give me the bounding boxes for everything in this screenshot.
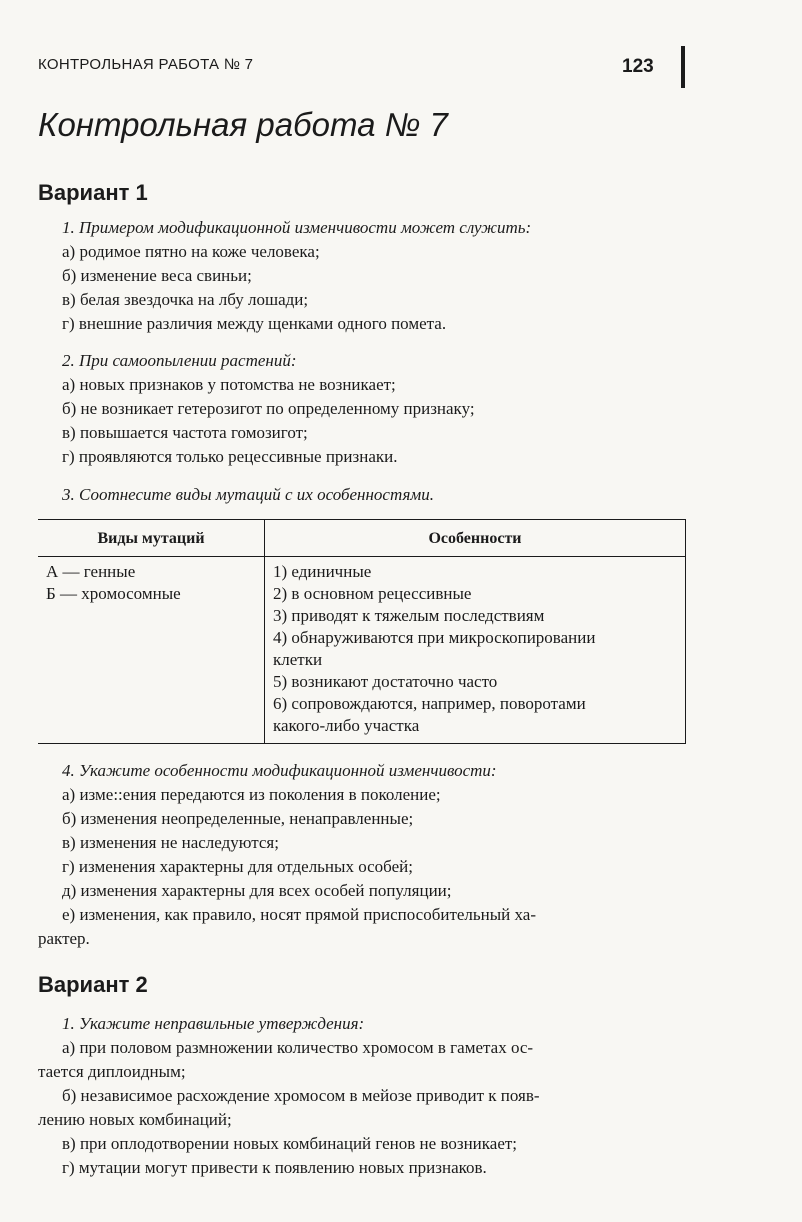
answer-option: в) повышается частота гомозигот;	[62, 423, 308, 442]
v2-question-1	[38, 1012, 688, 1180]
v1-question-2	[38, 349, 688, 469]
mutation-table	[38, 519, 686, 744]
answer-option: г) внешние различия между щенками одного помета.	[62, 314, 447, 333]
features-cell	[265, 557, 686, 744]
answer-option: а) изме::ения передаются из поколения в поколение;	[62, 785, 441, 804]
question-text: 1. Укажите неправильные утверждения:	[62, 1014, 365, 1033]
v1-question-4	[38, 759, 688, 951]
answer-option-continuation: лению новых комбинаций;	[38, 1110, 232, 1129]
page-number: 123	[622, 56, 654, 77]
answer-option-continuation: тается диплоидным;	[38, 1062, 186, 1081]
answer-option: а) родимое пятно на коже человека;	[62, 242, 320, 261]
table-cell-line: Б — хромосомные	[46, 584, 181, 603]
variant-2-heading: Вариант 2	[38, 972, 148, 997]
v1-question-3	[38, 483, 688, 507]
question-text: 1. Примером модификационной изменчивости может служить:	[62, 218, 532, 237]
running-title: КОНТРОЛЬНАЯ РАБОТА № 7	[38, 56, 254, 73]
table-cell-line: 3) приводят к тяжелым последствиям	[273, 606, 545, 625]
page-title: Контрольная работа № 7	[38, 106, 448, 143]
answer-option: в) при оплодотворении новых комбинаций генов не возникает;	[62, 1134, 518, 1153]
answer-option: б) не возникает гетерозигот по определенному признаку;	[62, 399, 475, 418]
answer-option: г) проявляются только рецессивные признаки.	[62, 447, 398, 466]
mutation-types-cell	[38, 557, 265, 744]
answer-option: а) новых признаков у потомства не возникает;	[62, 375, 396, 394]
answer-option: б) изменение веса свиньи;	[62, 266, 252, 285]
answer-option: б) изменения неопределенные, ненаправленные;	[62, 809, 414, 828]
answer-option: д) изменения характерны для всех особей популяции;	[62, 881, 452, 900]
question-text: 4. Укажите особенности модификационной изменчивости:	[62, 761, 497, 780]
answer-option: е) изменения, как правило, носят прямой приспособительный ха-	[62, 905, 536, 924]
table-cell-line: 1) единичные	[273, 562, 372, 581]
table-cell-line: 4) обнаруживаются при микроскопировании	[273, 628, 596, 647]
table-header-mutation-types: Виды мутаций	[38, 520, 265, 557]
v1-question-1	[38, 216, 688, 336]
table-cell-line: 2) в основном рецессивные	[273, 584, 472, 603]
table-cell-line: какого-либо участка	[273, 716, 420, 735]
table-cell-line: клетки	[273, 650, 323, 669]
answer-option: г) мутации могут привести к появлению новых признаков.	[62, 1158, 487, 1177]
table-header-row	[38, 520, 686, 557]
table-cell-line: 5) возникают достаточно часто	[273, 672, 498, 691]
answer-option: а) при половом размножении количество хромосом в гаметах ос-	[62, 1038, 534, 1057]
answer-option: г) изменения характерны для отдельных особей;	[62, 857, 413, 876]
table-row	[38, 557, 686, 744]
table-header-features: Особенности	[265, 520, 686, 557]
answer-option: в) белая звездочка на лбу лошади;	[62, 290, 309, 309]
answer-option: б) независимое расхождение хромосом в мейозе приводит к появ-	[62, 1086, 540, 1105]
answer-option-continuation: рактер.	[38, 929, 90, 948]
table-cell-line: 6) сопровождаются, например, поворотами	[273, 694, 586, 713]
header-divider	[681, 46, 685, 88]
table-cell-line: А — генные	[46, 562, 136, 581]
answer-option: в) изменения не наследуются;	[62, 833, 279, 852]
variant-1-heading: Вариант 1	[38, 180, 148, 205]
question-text: 3. Соотнесите виды мутаций с их особенностями.	[62, 485, 434, 504]
question-text: 2. При самоопылении растений:	[62, 351, 297, 370]
